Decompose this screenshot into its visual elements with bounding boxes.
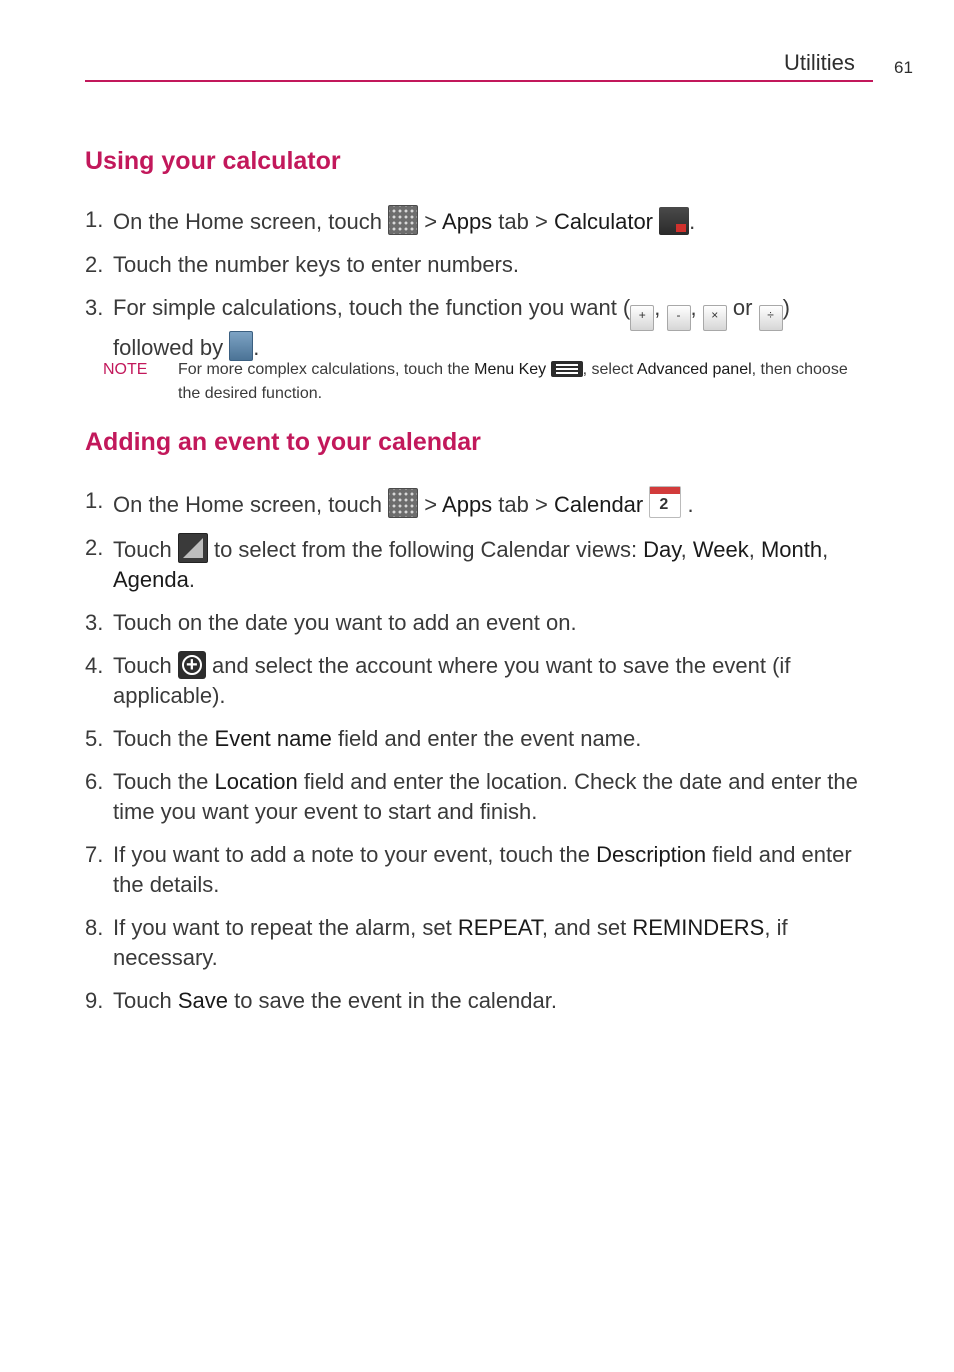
- step-text: .: [689, 209, 696, 234]
- equals-key-icon: [229, 331, 253, 361]
- step-text: .: [687, 492, 694, 517]
- calculator-section-title: Using your calculator: [85, 147, 341, 175]
- header-section-label: Utilities: [784, 50, 855, 75]
- step-number: 2.: [85, 252, 104, 277]
- day-label: Day: [643, 537, 681, 562]
- calendar-icon-day: 2: [659, 496, 669, 513]
- step-text: Touch the number keys to enter numbers.: [113, 252, 519, 277]
- list-item: [85, 840, 875, 900]
- step-text: , and set: [541, 915, 633, 940]
- note-text-part: For more complex calculations, touch the: [178, 361, 475, 378]
- note-label: NOTE: [103, 361, 148, 378]
- list-item: [85, 724, 875, 754]
- step-text: Touch the: [113, 726, 215, 751]
- note-text-part: , then choose the desired function.: [178, 361, 848, 402]
- step-text: Touch the: [113, 769, 215, 794]
- apps-grid-icon: [388, 205, 418, 235]
- step-number: 5.: [85, 726, 104, 751]
- multiply-key-icon: ×: [703, 305, 727, 331]
- step-number: 1.: [85, 207, 104, 232]
- list-item: [85, 293, 875, 363]
- list-item: [85, 767, 875, 827]
- reminders-label: REMINDERS: [632, 915, 765, 940]
- step-text: tab >: [492, 492, 554, 517]
- step-text: tab >: [492, 209, 554, 234]
- list-item: [85, 913, 875, 973]
- calendar-section-title: Adding an event to your calendar: [85, 428, 481, 456]
- note-text: [178, 358, 873, 406]
- step-text: .: [188, 567, 195, 592]
- step-text: field and enter the event name.: [331, 726, 642, 751]
- repeat-label: REPEAT: [457, 915, 542, 940]
- apps-label: Apps: [442, 209, 493, 234]
- menu-key-icon: [551, 361, 583, 377]
- event-name-label: Event name: [214, 726, 332, 751]
- add-event-icon: [178, 651, 206, 679]
- step-text: ,: [822, 537, 829, 562]
- calculator-icon: [659, 207, 689, 235]
- calendar-view-icon: [178, 533, 208, 563]
- step-number: 2.: [85, 535, 104, 560]
- step-text: Touch: [113, 988, 178, 1013]
- step-text: ,: [690, 295, 697, 320]
- step-text: >: [424, 492, 443, 517]
- apps-grid-icon: [388, 488, 418, 518]
- step-text: For simple calculations, touch the function you want (: [113, 295, 631, 320]
- list-item: [85, 486, 875, 520]
- calculator-label: Calculator: [553, 209, 654, 234]
- step-text: ,: [748, 537, 761, 562]
- calendar-icon: [649, 486, 681, 518]
- step-text: Touch on the date you want to add an event on.: [113, 610, 577, 635]
- week-label: Week: [692, 537, 749, 562]
- divide-key-icon: ÷: [759, 305, 783, 331]
- step-text: ,: [654, 295, 661, 320]
- step-number: 9.: [85, 988, 104, 1013]
- step-text: On the Home screen, touch: [113, 492, 383, 517]
- note-text-part: , select: [582, 361, 637, 378]
- step-text: If you want to repeat the alarm, set: [113, 915, 458, 940]
- list-item: [85, 651, 875, 711]
- step-number: 8.: [85, 915, 104, 940]
- step-number: 1.: [85, 488, 104, 513]
- step-text: field and enter the details.: [113, 842, 852, 897]
- menu-key-label: Menu Key: [474, 361, 547, 378]
- calculator-note: [103, 358, 873, 406]
- step-text: .: [253, 335, 260, 360]
- step-text: to select from the following Calendar views:: [213, 537, 644, 562]
- minus-key-icon: -: [667, 305, 691, 331]
- step-text: followed by: [113, 335, 224, 360]
- header-divider: [85, 80, 873, 82]
- calculator-steps: [85, 205, 875, 376]
- step-text: On the Home screen, touch: [113, 209, 383, 234]
- list-item: [85, 608, 875, 638]
- plus-key-icon: +: [630, 305, 654, 331]
- step-text: >: [424, 209, 443, 234]
- step-number: 3.: [85, 610, 104, 635]
- step-text: field and enter the location. Check the date and enter the time you want your event to start and finish.: [113, 769, 858, 824]
- advanced-panel-label: Advanced panel: [636, 361, 752, 378]
- agenda-label: Agenda: [113, 567, 189, 592]
- list-item: [85, 205, 875, 237]
- step-number: 4.: [85, 653, 104, 678]
- location-label: Location: [214, 769, 298, 794]
- list-item: [85, 533, 875, 595]
- step-number: 3.: [85, 295, 104, 320]
- step-text: , if necessary.: [113, 915, 788, 970]
- list-item: [85, 250, 875, 280]
- calendar-label: Calendar: [553, 492, 644, 517]
- calendar-steps: [85, 486, 875, 1029]
- description-label: Description: [596, 842, 707, 867]
- step-text: to save the event in the calendar.: [227, 988, 557, 1013]
- step-text: and select the account where you want to save the event (if applicable).: [113, 653, 791, 708]
- step-text: Touch: [113, 653, 172, 678]
- step-text: ,: [680, 537, 693, 562]
- step-number: 6.: [85, 769, 104, 794]
- month-label: Month: [760, 537, 823, 562]
- apps-label: Apps: [442, 492, 493, 517]
- list-item: [85, 986, 875, 1016]
- step-text: ): [782, 295, 790, 320]
- page-number: 61: [894, 58, 913, 77]
- step-text: or: [726, 295, 759, 320]
- step-number: 7.: [85, 842, 104, 867]
- step-text: Touch: [113, 537, 172, 562]
- save-label: Save: [177, 988, 228, 1013]
- step-text: If you want to add a note to your event, touch the: [113, 842, 597, 867]
